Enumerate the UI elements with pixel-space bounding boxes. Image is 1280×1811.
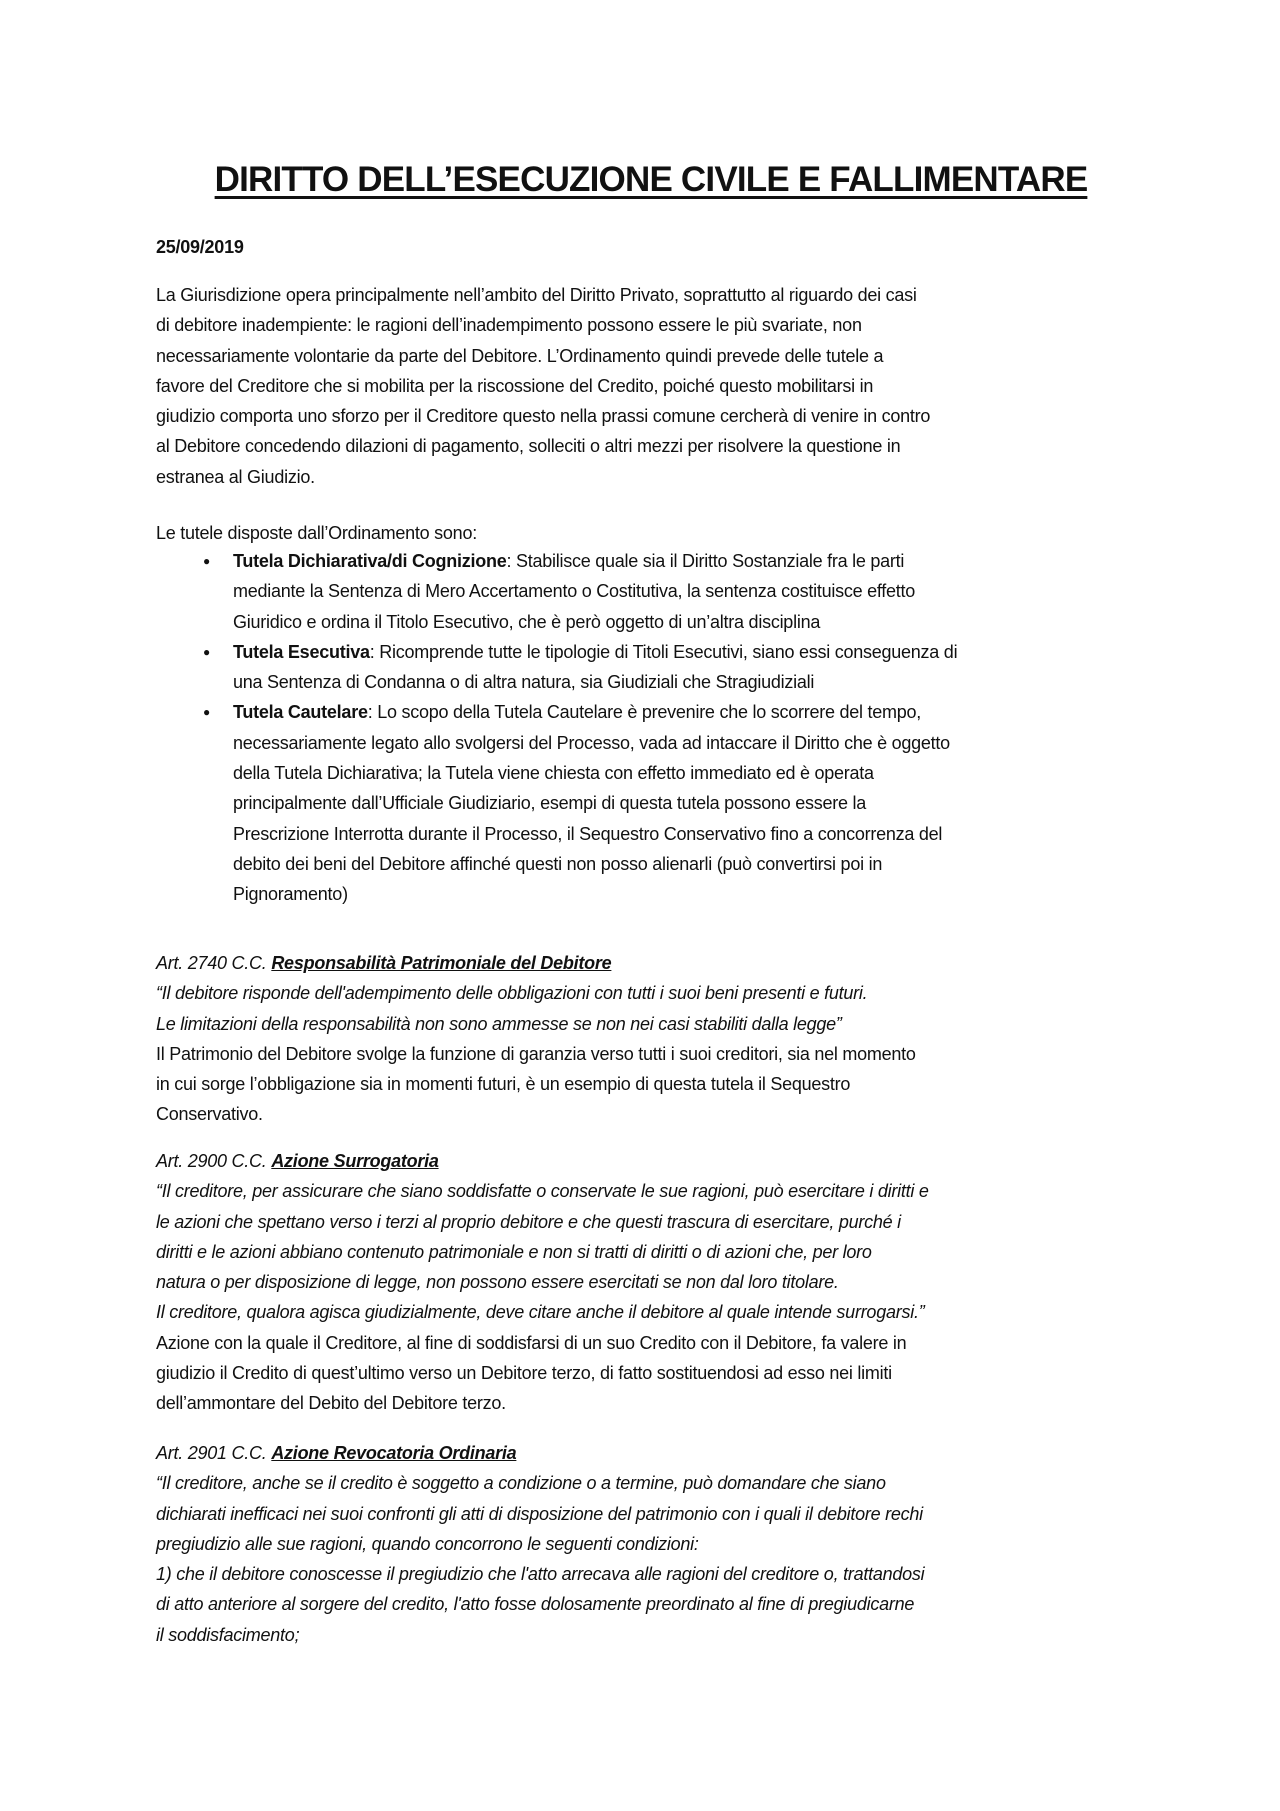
text-line: [233, 788, 1156, 818]
bullet-text: Prescrizione Interrotta durante il Processo, il Sequestro Conservativo fino a concorrenza del: [233, 823, 943, 844]
text-line: al Debitore concedendo dilazioni di pagamento, solleciti o altri mezzi per risolvere la questione in: [156, 436, 901, 457]
lecture-date: 25/09/2019: [156, 237, 244, 257]
quote-line: pregiudizio alle sue ragioni, quando concorrono le seguenti condizioni:: [156, 1533, 699, 1554]
text-line: [233, 576, 1156, 606]
bullet-text: debito dei beni del Debitore affinché questi non posso alienarli (può convertirsi poi in: [233, 853, 883, 874]
quote-line: “Il creditore, per assicurare che siano soddisfatte o conservate le sue ragioni, può esercitare i diritti e: [156, 1181, 929, 1202]
list-item: [156, 697, 1156, 909]
article-ref: Art. 2740 C.C.: [156, 953, 272, 973]
tutele-intro: Le tutele disposte dall’Ordinamento sono:: [156, 523, 477, 543]
bullet-icon: ●: [203, 554, 210, 568]
text-line: [233, 819, 1156, 849]
article-title: Responsabilità Patrimoniale del Debitore: [271, 953, 612, 973]
bullet-text: : Lo scopo della Tutela Cautelare è prevenire che lo scorrere del tempo,: [367, 702, 922, 723]
article-title: Azione Surrogatoria: [271, 1151, 439, 1171]
bullet-text: Pignoramento): [233, 884, 348, 905]
bullet-text: Giuridico e ordina il Titolo Esecutivo, che è però oggetto di un’altra disciplina: [233, 611, 821, 632]
quote-line: di atto anteriore al sorgere del credito, l'atto fosse dolosamente preordinato al fine di pregiudicarne: [156, 1594, 915, 1615]
comment-line: Il Patrimonio del Debitore svolge la funzione di garanzia verso tutti i suoi creditori, sia nel momento: [156, 1043, 916, 1064]
quote-line: le azioni che spettano verso i terzi al proprio debitore e che questi trascura di esercitare, purché i: [156, 1211, 901, 1232]
article-title: Azione Revocatoria Ordinaria: [271, 1443, 517, 1463]
article-heading: [156, 1438, 1156, 1468]
text-line: [233, 546, 1156, 576]
comment-line: in cui sorge l’obbligazione sia in momenti futuri, è un esempio di questa tutela il Sequestro: [156, 1074, 851, 1095]
text-line: [233, 637, 1156, 667]
comment-line: Azione con la quale il Creditore, al fine di soddisfarsi di un suo Credito con il Debitore, fa valere in: [156, 1332, 907, 1353]
list-item: [156, 546, 1156, 637]
quote-line: diritti e le azioni abbiano contenuto patrimoniale e non si tratti di diritti o di azioni che, per loro: [156, 1241, 872, 1262]
comment-line: Conservativo.: [156, 1104, 263, 1125]
list-item: [156, 637, 1156, 698]
text-line: favore del Creditore che si mobilita per la riscossione del Credito, poiché questo mobilitarsi in: [156, 375, 874, 396]
document-title: DIRITTO DELL’ESECUZIONE CIVILE E FALLIMENTARE: [214, 160, 1088, 199]
quote-line: “Il creditore, anche se il credito è soggetto a condizione o a termine, può domandare che siano: [156, 1473, 886, 1494]
bullet-text: : Stabilisce quale sia il Diritto Sostanziale fra le parti: [506, 551, 905, 571]
bullet-icon: ●: [203, 644, 210, 659]
bullet-text: della Tutela Dichiarativa; la Tutela viene chiesta con effetto immediato ed è operata: [233, 763, 874, 784]
bullet-icon: ●: [203, 705, 210, 720]
text-line: La Giurisdizione opera principalmente nell’ambito del Diritto Privato, soprattutto al riguardo dei casi: [156, 285, 917, 305]
bullet-text: mediante la Sentenza di Mero Accertamento o Costitutiva, la sentenza costituisce effetto: [233, 581, 916, 602]
comment-line: giudizio il Credito di quest’ultimo verso un Debitore terzo, di fatto sostituendosi ad esso nei limiti: [156, 1363, 892, 1384]
text-line: [233, 667, 1156, 697]
article-2900: [156, 1146, 1156, 1419]
text-line: [233, 879, 1156, 909]
text-line: [233, 697, 1156, 727]
article-heading: [156, 1146, 1156, 1176]
quote-line: il soddisfacimento;: [156, 1624, 300, 1645]
quote-line: “Il debitore risponde dell'adempimento delle obbligazioni con tutti i suoi beni presenti e futuri.: [156, 983, 868, 1004]
bullet-text: principalmente dall’Ufficiale Giudiziario, esempi di questa tutela possono essere la: [233, 793, 867, 814]
comment-line: dell’ammontare del Debito del Debitore terzo.: [156, 1393, 506, 1414]
text-line: [233, 849, 1156, 879]
bullet-text: necessariamente legato allo svolgersi del Processo, vada ad intaccare il Diritto che è oggetto: [233, 732, 950, 753]
text-line: [233, 607, 1156, 637]
text-line: necessariamente volontarie da parte del Debitore. L’Ordinamento quindi prevede delle tutele a: [156, 345, 884, 366]
bullet-term: Tutela Esecutiva: [233, 641, 370, 662]
article-2740: [156, 948, 1156, 1130]
quote-line: dichiarati inefficaci nei suoi confronti gli atti di disposizione del patrimonio con i quali il debitore rechi: [156, 1503, 923, 1524]
quote-line: Le limitazioni della responsabilità non sono ammesse se non nei casi stabiliti dalla legge”: [156, 1013, 842, 1034]
tutele-list: [156, 546, 1156, 910]
text-line: estranea al Giudizio.: [156, 466, 315, 487]
article-ref: Art. 2900 C.C.: [156, 1151, 272, 1171]
bullet-term: Tutela Cautelare: [233, 702, 368, 723]
text-line: di debitore inadempiente: le ragioni dell’inadempimento possono essere le più svariate, non: [156, 315, 862, 336]
quote-line: 1) che il debitore conoscesse il pregiudizio che l'atto arrecava alle ragioni del creditore o, trattandosi: [156, 1564, 925, 1585]
text-line: [233, 728, 1156, 758]
intro-paragraph: [156, 280, 1156, 492]
article-2901: [156, 1438, 1156, 1650]
quote-line: Il creditore, qualora agisca giudizialmente, deve citare anche il debitore al quale intende surrogarsi.”: [156, 1302, 925, 1323]
bullet-text: una Sentenza di Condanna o di altra natura, sia Giudiziali che Stragiudiziali: [233, 672, 815, 693]
article-ref: Art. 2901 C.C.: [156, 1443, 272, 1463]
bullet-text: : Ricomprende tutte le tipologie di Titoli Esecutivi, siano essi conseguenza di: [369, 641, 958, 662]
text-line: giudizio comporta uno sforzo per il Creditore questo nella prassi comune cercherà di venire in contro: [156, 406, 931, 427]
text-line: [233, 758, 1156, 788]
quote-line: natura o per disposizione di legge, non possono essere esercitati se non dal loro titolare.: [156, 1272, 839, 1293]
bullet-term: Tutela Dichiarativa/di Cognizione: [233, 551, 507, 571]
article-heading: [156, 948, 1156, 978]
